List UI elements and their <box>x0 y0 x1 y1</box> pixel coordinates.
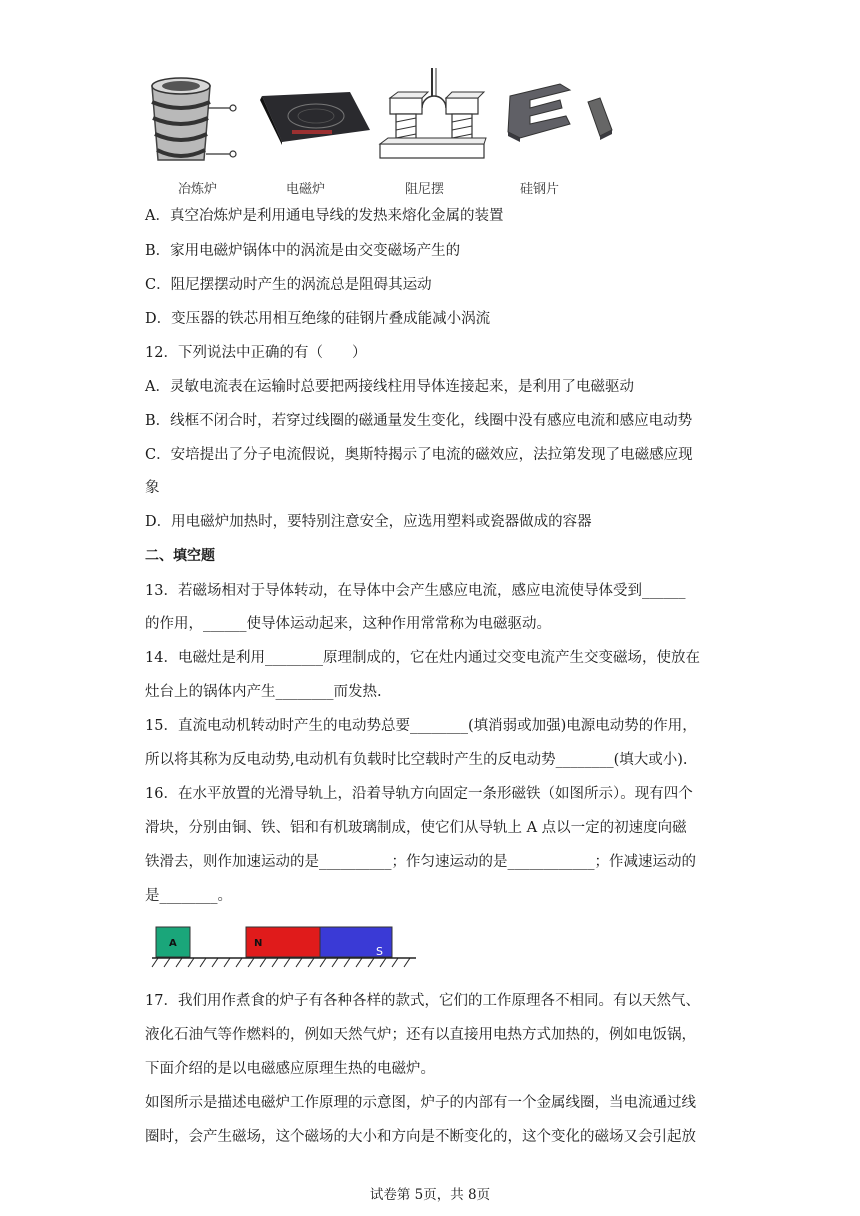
south-label: S <box>376 945 383 958</box>
question-text: 的作用，______使导体运动起来，这种作用常常称为电磁驱动。 <box>145 616 551 632</box>
question-option: B．家用电磁炉锅体中的涡流是由交变磁场产生的 <box>145 243 461 259</box>
question-text: 滑块，分别由铜、铁、铝和有机玻璃制成，使它们从导轨上 A 点以一定的初速度向磁 <box>145 820 687 836</box>
rail-hatching <box>152 958 410 967</box>
figure-caption: 硅钢片 <box>520 182 560 197</box>
damping-pendulum-figure <box>376 66 488 166</box>
question-option: A．真空冶炼炉是利用通电导线的发热来熔化金属的装置 <box>145 208 504 224</box>
question-text: 13．若磁场相对于导体转动，在导体中会产生感应电流，感应电流使导体受到______ <box>145 583 686 599</box>
question-text: 下面介绍的是以电磁感应原理生热的电磁炉。 <box>145 1061 435 1077</box>
question-text: 铁滑去，则作加速运动的是__________；作匀速运动的是____________；作减速运动的 <box>145 854 696 870</box>
question-option: 象 <box>145 480 160 496</box>
page-footer: 试卷第 5页，共 8页 <box>369 1187 491 1203</box>
silicon-steel-figure <box>500 80 615 145</box>
question-text: 灶台上的锅体内产生________而发热. <box>145 684 382 700</box>
question-option: C．阻尼摆摆动时产生的涡流总是阻碍其运动 <box>145 277 432 293</box>
question-text: 所以将其称为反电动势,电动机有负载时比空载时产生的反电动势________(填大或小). <box>145 752 688 768</box>
figure-caption: 电磁炉 <box>286 182 326 197</box>
question-text: 14．电磁灶是利用________原理制成的，它在灶内通过交变电流产生交变磁场，使放在 <box>145 650 700 666</box>
question-option: B．线框不闭合时，若穿过线圈的磁通量发生变化，线圈中没有感应电流和感应电动势 <box>145 413 693 429</box>
induction-cooker-figure <box>252 90 372 145</box>
block-label: A <box>169 938 177 949</box>
section-title: 二、填空题 <box>145 548 215 564</box>
question-option: A．灵敏电流表在运输时总要把两接线柱用导体连接起来，是利用了电磁驱动 <box>145 379 634 395</box>
question-text: 是________。 <box>145 888 232 904</box>
question-text: 15．直流电动机转动时产生的电动势总要________(填消弱或加强)电源电动势的作用， <box>145 718 697 734</box>
question-text: 圈时，会产生磁场，这个磁场的大小和方向是不断变化的，这个变化的磁场又会引起放 <box>145 1129 696 1145</box>
question-text: 液化石油气等作燃料的，例如天然气炉；还有以直接用电热方式加热的，例如电饭锅， <box>145 1027 696 1043</box>
question-option: C．安培提出了分子电流假说，奥斯特揭示了电流的磁效应，法拉第发现了电磁感应现 <box>145 447 693 463</box>
question-text: 如图所示是描述电磁炉工作原理的示意图，炉子的内部有一个金属线圈，当电流通过线 <box>145 1095 696 1111</box>
furnace-figure <box>140 68 240 168</box>
question-text: 16．在水平放置的光滑导轨上，沿着导轨方向固定一条形磁铁（如图所示）。现有四个 <box>145 786 693 802</box>
question-stem: 12．下列说法中正确的有（ ） <box>145 345 367 361</box>
question-option: D．用电磁炉加热时，要特别注意安全，应选用塑料或瓷器做成的容器 <box>145 514 592 530</box>
question-text: 17．我们用作煮食的炉子有各种各样的款式，它们的工作原理各不相同。有以天然气、 <box>145 993 700 1009</box>
figure-caption: 阻尼摆 <box>405 182 445 197</box>
north-label: N <box>254 938 263 949</box>
rail-magnet-figure <box>150 924 422 970</box>
question-option: D．变压器的铁芯用相互绝缘的硅钢片叠成能减小涡流 <box>145 311 491 327</box>
figure-caption: 冶炼炉 <box>178 182 218 197</box>
